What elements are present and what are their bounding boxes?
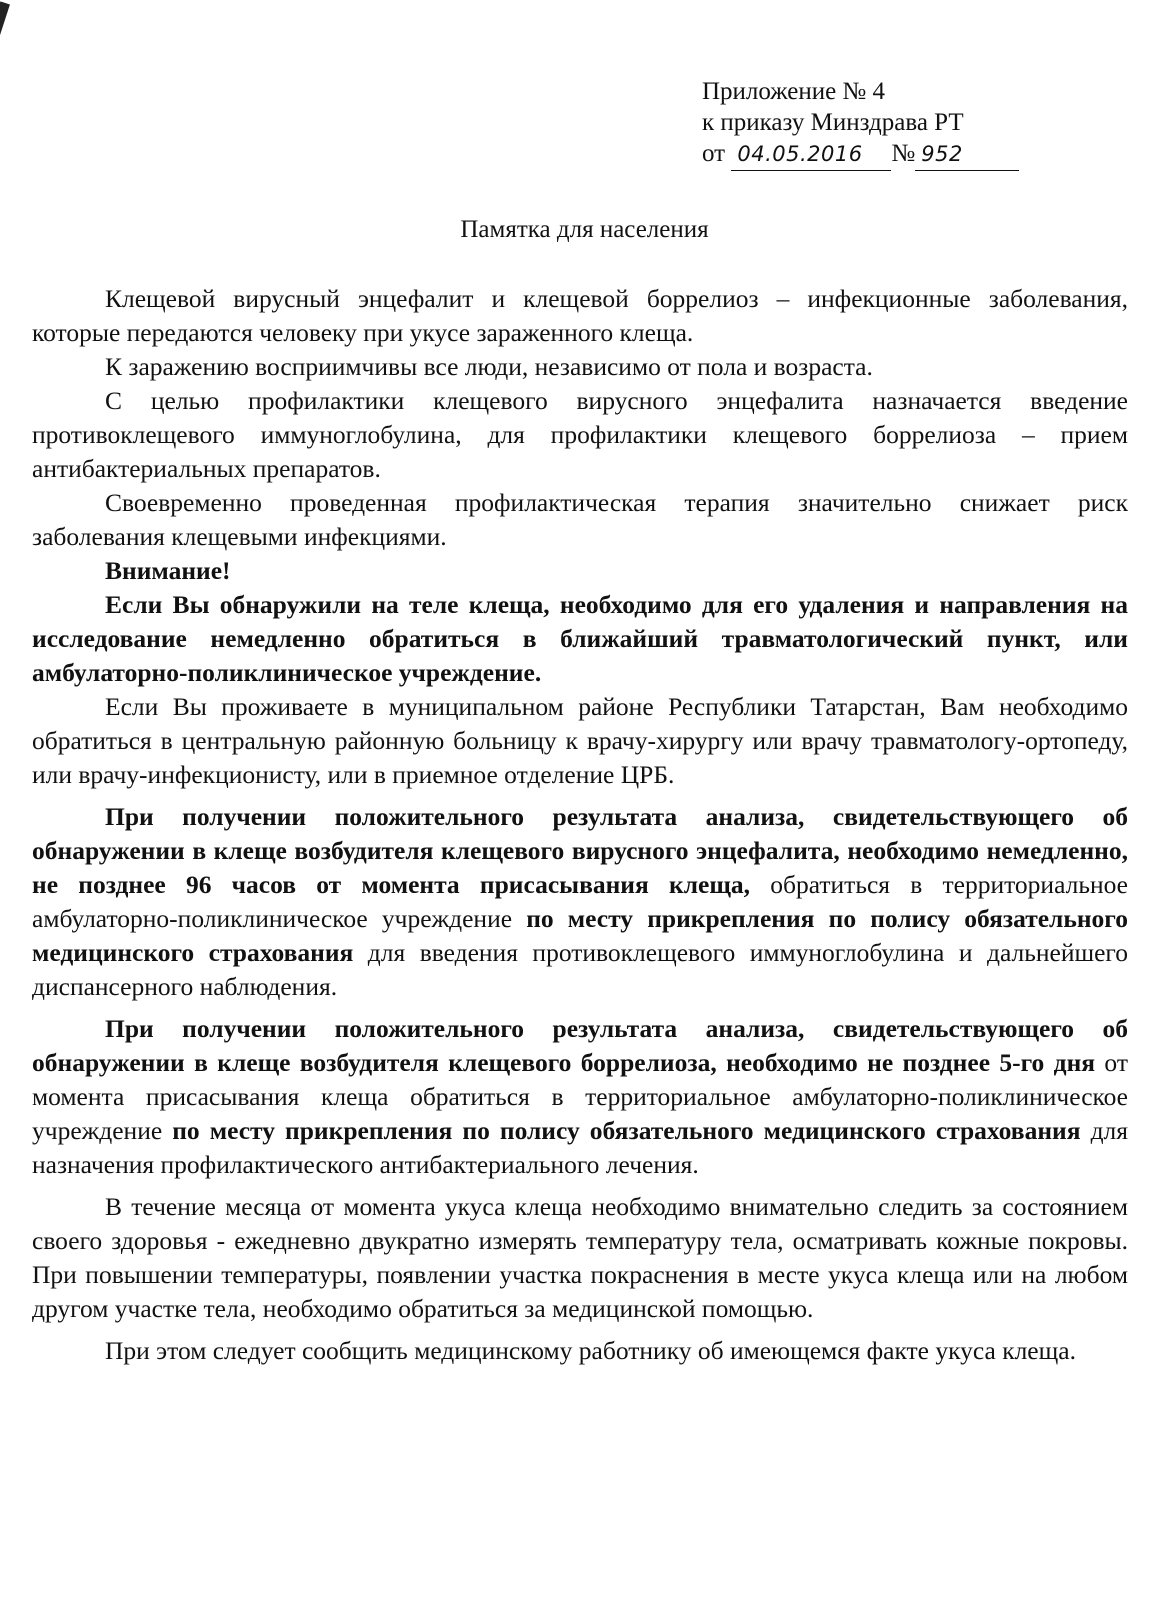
scan-corner-mark (0, 1, 10, 42)
paragraph-inform-doctor: При этом следует сообщить медицинскому работнику об имеющемся факте укуса клеща. (105, 1336, 1076, 1365)
handwritten-number: 952 (915, 139, 1019, 171)
encephalitis-text-2: для введения противоклещевого иммуноглобулина и дальнейшего диспансерного наблюдения. (32, 938, 1128, 1001)
document-title: Памятка для населения (460, 216, 709, 243)
tick-found-text: Если Вы обнаружили на теле клеща, необходимо для его удаления и направления на исследование немедленно обратиться в ближайший травматологический пункт, или амбулаторно-поликлиническое учреждение. (32, 590, 1128, 687)
paragraph-timely-therapy: Своевременно проведенная профилактическая терапия значительно снижает риск заболевания клещевыми инфекциями. (32, 488, 1128, 551)
encephalitis-bold-1: При получении положительного результата анализа, свидетельствующего об обнаружении в клеще возбудителя клещевого вирусного энцефалита, необходимо немедленно, не позднее 96 часов от момента присасывания клеща, (32, 802, 1128, 899)
paragraph-borreliosis-result (32, 1012, 1128, 1182)
paragraph-susceptibility: К заражению восприимчивы все люди, независимо от пола и возраста. (105, 352, 873, 381)
encephalitis-text-1: обратиться в территориальное амбулаторно-поликлиническое учреждение (32, 870, 1128, 933)
borreliosis-text-2: для назначения профилактического антибактериального лечения. (32, 1116, 1128, 1179)
borreliosis-bold-2: по месту прикрепления по полису обязательного медицинского страхования (172, 1116, 1081, 1145)
paragraph-rural-district: Если Вы проживаете в муниципальном районе Республики Татарстан, Вам необходимо обратиться в центральную районную больницу к врачу-хирургу или врачу травматологу-ортопеду, или врачу-инфекционисту, или в приемное отделение ЦРБ. (32, 692, 1128, 789)
order-reference: к приказу Минздрава РТ (702, 109, 964, 136)
handwritten-date: 04.05.2016 (731, 139, 891, 171)
paragraph-encephalitis-result (32, 800, 1128, 1004)
order-date-line (702, 138, 1142, 171)
number-sign: № (891, 140, 916, 167)
paragraph-tick-found (32, 588, 1128, 690)
paragraph-prophylaxis: С целью профилактики клещевого вирусного энцефалита назначается введение противоклещевого иммуноглобулина, для профилактики клещевого боррелиоза – прием антибактериальных препаратов. (32, 386, 1128, 483)
paragraph-diseases: Клещевой вирусный энцефалит и клещевой боррелиоз – инфекционные заболевания, которые передаются человеку при укусе зараженного клеща. (32, 284, 1128, 347)
paragraph-monitoring: В течение месяца от момента укуса клеща необходимо внимательно следить за состоянием своего здоровья - ежедневно двукратно измерять температуру тела, осматривать кожные покровы. При повышении температуры, появлении участка покраснения в месте укуса клеща или на любом другом участке тела, необходимо обратиться за медицинской помощью. (32, 1192, 1128, 1323)
appendix-header (702, 76, 1142, 171)
date-prefix: от (702, 140, 726, 167)
borreliosis-text-1: от момента присасывания клеща обратиться в территориальное амбулаторно-поликлиническое учреждение (32, 1048, 1128, 1145)
encephalitis-bold-2: по месту прикрепления по полису обязательного медицинского страхования (32, 904, 1128, 967)
borreliosis-bold-1: При получении положительного результата анализа, свидетельствующего об обнаружении в клеще возбудителя клещевого боррелиоза, необходимо не позднее 5-го дня (32, 1014, 1128, 1077)
attention-heading: Внимание! (105, 556, 231, 585)
document-body (32, 282, 1128, 1368)
paragraph-attention (32, 554, 1128, 588)
appendix-number: Приложение № 4 (702, 78, 886, 105)
